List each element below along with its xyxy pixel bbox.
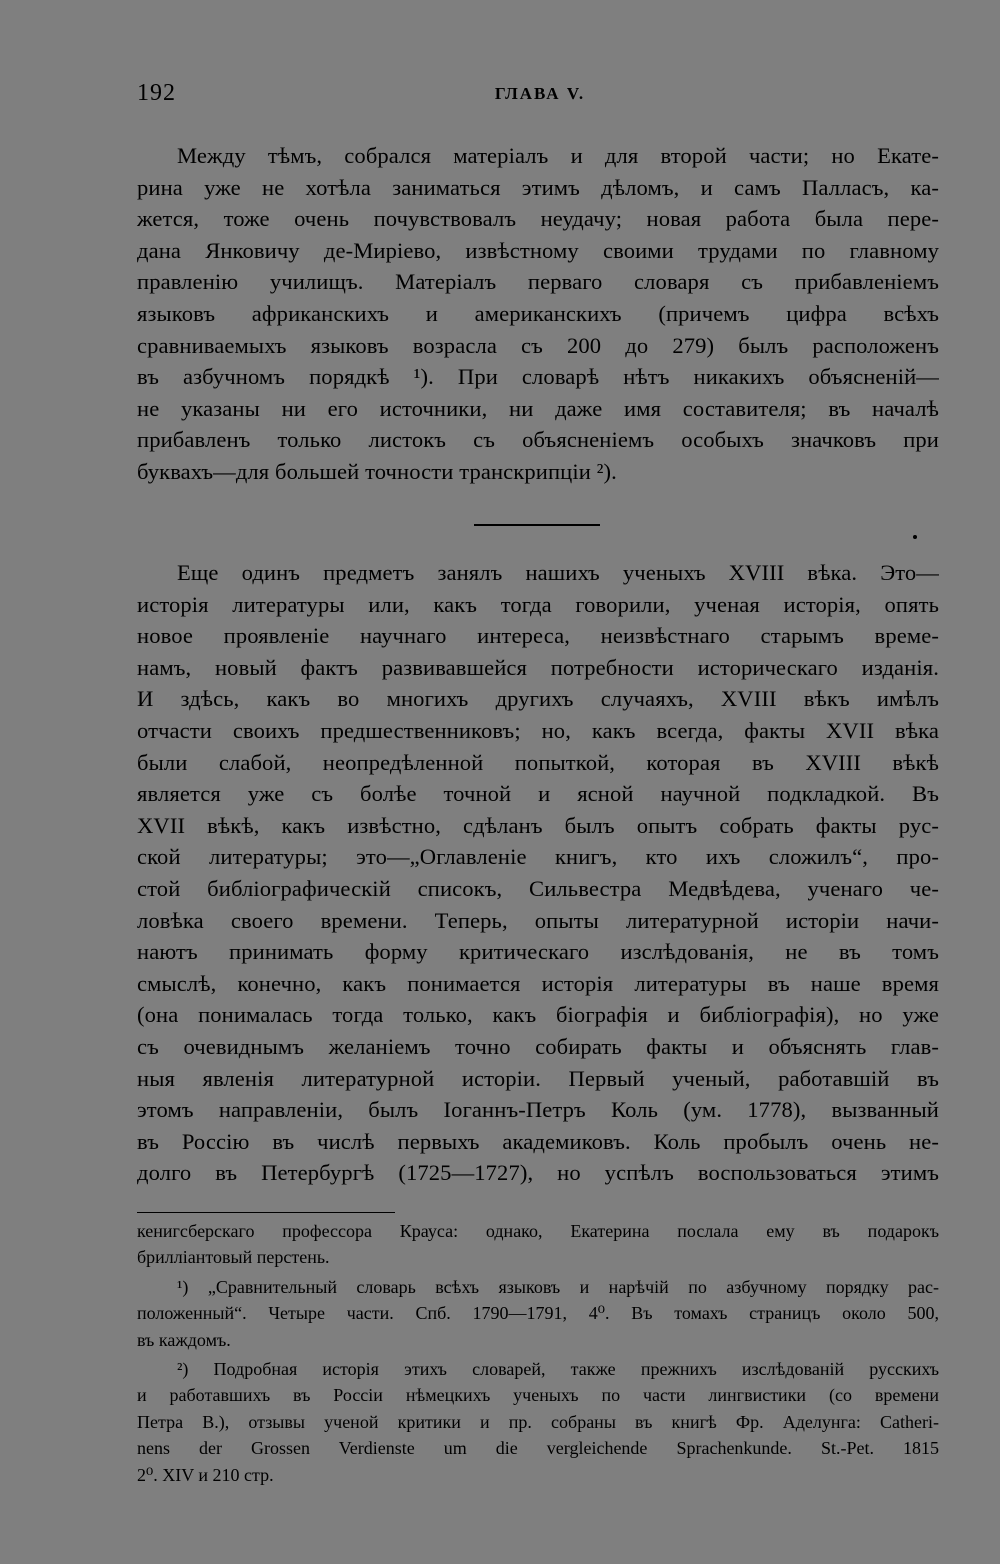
footnote-continuation — [137, 1218, 939, 1271]
text-line: рина уже не хотѣла заниматься этимъ дѣломъ, и самъ Палласъ, ка- — [137, 174, 939, 200]
text-line: новое проявленіе научнаго интереса, неизвѣстнаго старымъ време- — [137, 623, 939, 649]
footnote-line: Петра В.), отзывы ученой критики и пр. собраны въ книгѣ Фр. Аделунга: Catheri- — [137, 1411, 939, 1432]
paragraph-2 — [137, 557, 939, 1189]
footnote-line: nens der Grossen Verdienste um die vergleichende Sprachenkunde. St.-Pet. 1815 — [137, 1438, 939, 1459]
text-line: (она понималась тогда только, какъ біографія и библіографія), но уже — [137, 1002, 939, 1028]
page-number: 192 — [137, 80, 176, 106]
text-line: дана Янковичу де-Миріево, извѣстному своими трудами по главному — [137, 237, 939, 263]
text-line: сравниваемыхъ языковъ возрасла съ 200 до 279) былъ расположенъ — [137, 332, 939, 358]
text-line: правленію училищъ. Матеріалъ перваго словаря съ прибавленіемъ — [137, 269, 939, 295]
section-divider — [474, 524, 600, 526]
text-line: стой библіографическій списокъ, Сильвестра Медвѣдева, ученаго че- — [137, 875, 939, 901]
text-line: въ азбучномъ порядкѣ ¹). При словарѣ нѣтъ никакихъ объясненій— — [137, 364, 939, 390]
text-line: намъ, новый фактъ развивавшейся потребности историческаго изданія. — [137, 654, 939, 680]
footnotes — [137, 1218, 939, 1488]
footnote-line: ²) Подробная исторія этихъ словарей, также прежнихъ изслѣдованій русскихъ — [177, 1359, 939, 1380]
footnote-divider — [137, 1212, 395, 1213]
footnote-line: 2⁰. XIV и 210 стр. — [137, 1464, 274, 1485]
footnote-1 — [137, 1274, 939, 1353]
footnote-line: въ каждомъ. — [137, 1329, 231, 1350]
footnote-line: кенигсберскаго профессора Крауса: однако, Екатерина послала ему въ подарокъ — [137, 1221, 939, 1241]
text-line: наютъ принимать форму критическаго изслѣдованія, не въ томъ — [137, 939, 939, 965]
text-line: ловѣка своего времени. Теперь, опыты литературной исторіи начи- — [137, 907, 939, 933]
text-line: ныя явленія литературной исторіи. Первый ученый, работавшій въ — [137, 1065, 939, 1091]
text-line: Еще одинъ предметъ занялъ нашихъ ученыхъ XVIII вѣка. Это— — [177, 560, 939, 585]
footnote-line: и работавшихъ въ Россіи нѣмецкихъ ученыхъ по части лингвистики (со времени — [137, 1385, 939, 1406]
footnote-line: положенный“. Четыре части. Спб. 1790—1791, 4⁰. Въ томахъ страницъ около 500, — [137, 1303, 939, 1324]
text-line: не указаны ни его источники, ни даже имя составителя; въ началѣ — [137, 395, 939, 421]
text-line: прибавленъ только листокъ съ объясненіемъ особыхъ значковъ при — [137, 427, 939, 453]
text-line: были слабой, неопредѣленной попыткой, которая въ XVIII вѣкѣ — [137, 749, 939, 775]
text-line: ской литературы; это—„Оглавленіе книгъ, кто ихъ сложилъ“, про- — [137, 844, 939, 870]
text-line: буквахъ—для большей точности транскрипціи ²). — [137, 458, 617, 484]
text-line: съ очевиднымъ желаніемъ точно собирать факты и объяснять глав- — [137, 1033, 939, 1059]
footnote-2 — [137, 1356, 939, 1488]
text-line: исторія литературы или, какъ тогда говорили, ученая исторія, опять — [137, 591, 939, 617]
print-speck — [913, 535, 917, 539]
text-line: И здѣсь, какъ во многихъ другихъ случаяхъ, XVIII вѣкъ имѣлъ — [137, 686, 939, 712]
text-line: смыслѣ, конечно, какъ понимается исторія литературы въ наше время — [137, 970, 939, 996]
text-line: долго въ Петербургѣ (1725—1727), но успѣлъ воспользоваться этимъ — [137, 1160, 939, 1186]
footnote-line: ¹) „Сравнительный словарь всѣхъ языковъ и нарѣчій по азбучному порядку рас- — [177, 1276, 939, 1297]
text-line: этомъ направленіи, былъ Іоганнъ-Петръ Коль (ум. 1778), вызванный — [137, 1097, 939, 1123]
paragraph-1 — [137, 140, 939, 488]
running-head: ГЛАВА V. — [494, 84, 586, 103]
text-line: жется, тоже очень почувствовалъ неудачу; новая работа была пере- — [137, 206, 939, 232]
footnote-line: брилліантовый перстень. — [137, 1247, 330, 1268]
text-line: XVII вѣкѣ, какъ извѣстно, сдѣланъ былъ опытъ собрать факты рус- — [137, 812, 939, 838]
text-line: является уже съ болѣе точной и ясной научной подкладкой. Въ — [137, 781, 939, 807]
text-line: языковъ африканскихъ и американскихъ (причемъ цифра всѣхъ — [137, 300, 939, 326]
text-line: Между тѣмъ, собрался матеріалъ и для второй части; но Екате- — [177, 143, 939, 168]
text-line: отчасти своихъ предшественниковъ; но, какъ всегда, факты XVII вѣка — [137, 717, 939, 743]
text-line: въ Россію въ числѣ первыхъ академиковъ. Коль пробылъ очень не- — [137, 1128, 939, 1154]
